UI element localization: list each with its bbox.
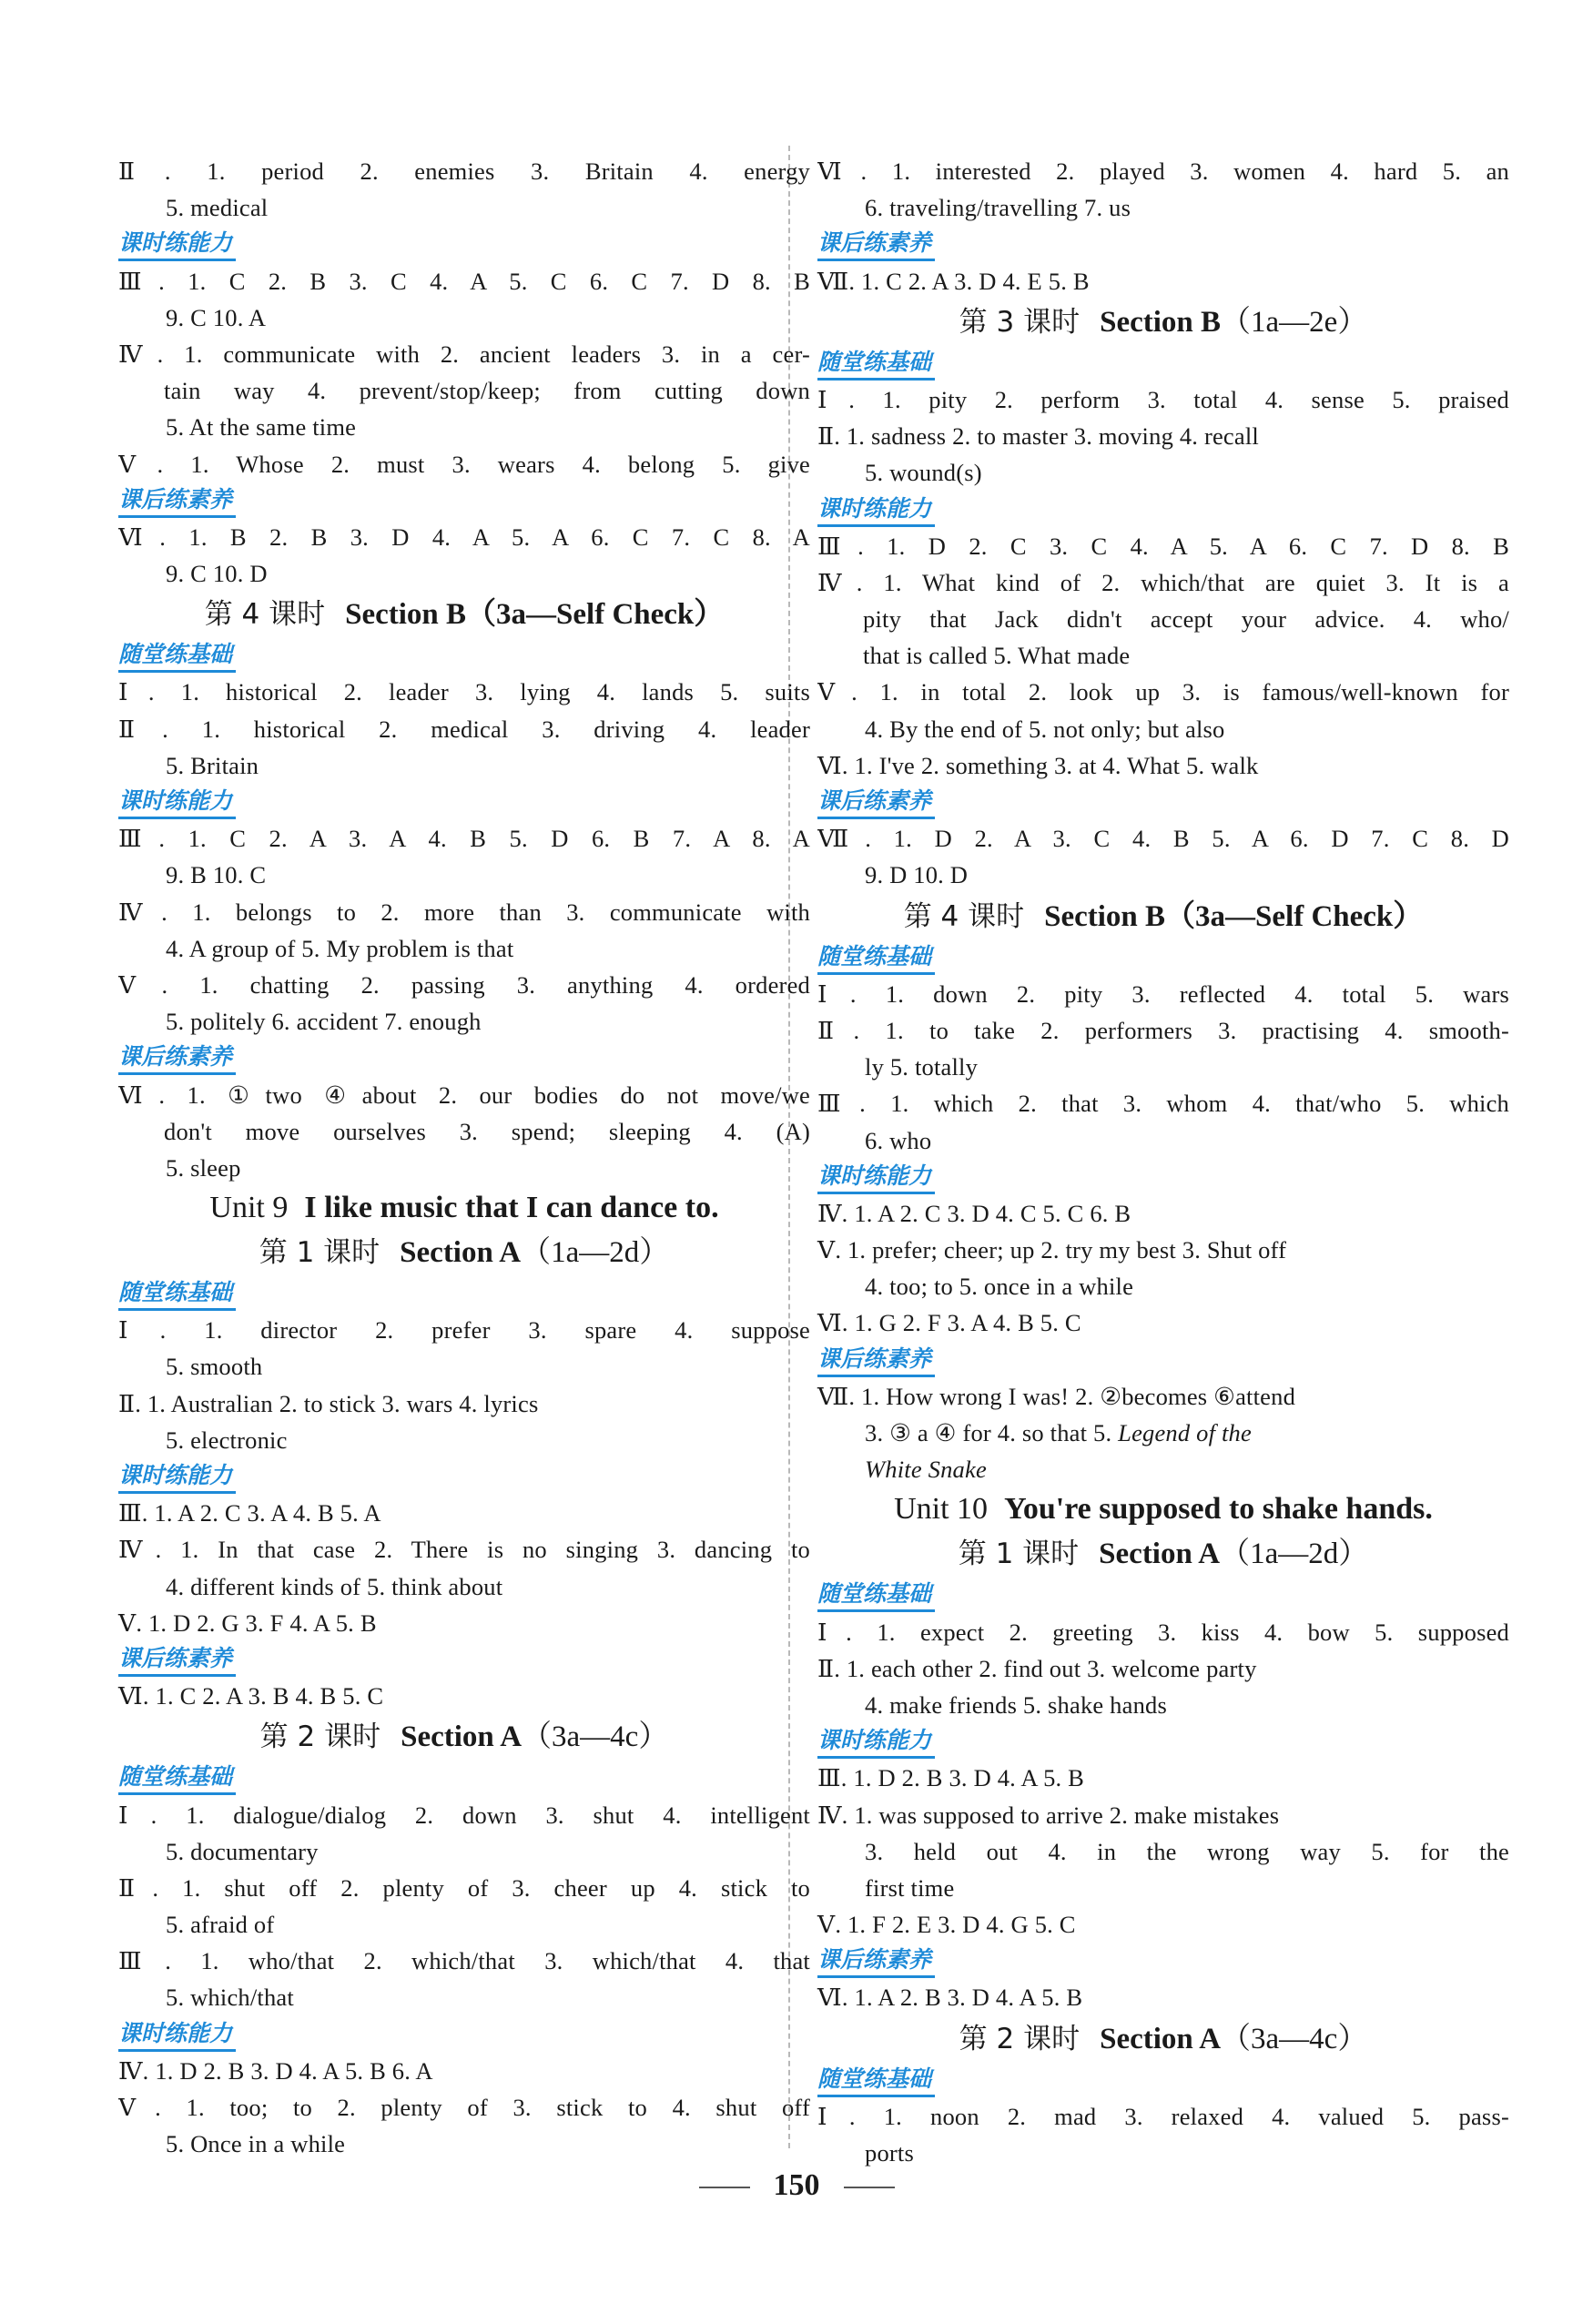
section-label-nengli: 课时练能力 xyxy=(817,1725,935,1759)
answer-line: Ⅲ. 1. A 2. C 3. A 4. B 5. A xyxy=(118,1499,381,1527)
section-label-suyang: 课后练素养 xyxy=(817,1944,935,1978)
answer-line: 6. traveling/travelling 7. us xyxy=(865,194,1131,222)
answer-line: Ⅲ. 1. C 2. B 3. C 4. A 5. C 6. C 7. D 8. B xyxy=(118,267,810,295)
answer-line: 4. too; to 5. once in a while xyxy=(865,1273,1134,1301)
answer-line xyxy=(817,1451,1509,1487)
answer-line: 9. D 10. D xyxy=(865,861,969,889)
answer-line: Ⅵ. 1. C 2. A 3. B 4. B 5. C xyxy=(118,1682,384,1710)
section-label-suyang: 课后练素养 xyxy=(817,1344,935,1377)
book-title: White Snake xyxy=(865,1456,987,1484)
answer-line: 3. held out 4. in the wrong way 5. for the xyxy=(865,1837,1509,1865)
answer-line: Ⅴ. 1. D 2. G 3. F 4. A 5. B xyxy=(118,1609,377,1637)
answer-line: Ⅰ. 1. noon 2. mad 3. relaxed 4. valued 5. pass- xyxy=(817,2102,1509,2130)
answer-line: Ⅳ. 1. In that case 2. There is no singing 3. dancing to xyxy=(118,1536,810,1564)
answer-line: 5. Britain xyxy=(166,751,259,779)
answer-line: 5. afraid of xyxy=(166,1911,275,1939)
answer-line: Ⅱ. 1. shut off 2. plenty of 3. cheer up 4. stick to xyxy=(118,1873,810,1902)
section-label-jichu: 随堂练基础 xyxy=(817,1578,935,1612)
book-title: Legend of the xyxy=(1118,1419,1252,1446)
page-number: 150 xyxy=(0,2168,1593,2203)
answer-line: 4. make friends 5. shake hands xyxy=(865,1690,1168,1719)
answer-line: Ⅲ. 1. C 2. A 3. A 4. B 5. D 6. B 7. A 8. A xyxy=(118,825,810,853)
answer-line: 4. different kinds of 5. think about xyxy=(166,1572,503,1600)
answer-line: Ⅳ. 1. What kind of 2. which/that are quiet 3. It is a xyxy=(817,568,1509,596)
answer-line: Ⅳ. 1. communicate with 2. ancient leaders 3. in a cer- xyxy=(118,340,810,368)
answer-line: ly 5. totally xyxy=(865,1053,979,1081)
answer-line: 5. At the same time xyxy=(166,413,357,441)
section-label-jichu: 随堂练基础 xyxy=(817,941,935,975)
answer-line: 3. ③ a ④ for 4. so that 5. Legend of the xyxy=(865,1419,1252,1446)
page-number-rule-left xyxy=(699,2187,750,2188)
unit-heading: Unit 10 You're supposed to shake hands. xyxy=(894,1492,1433,1527)
section-label-suyang: 课后练素养 xyxy=(817,228,935,261)
answer-line: that is called 5. What made xyxy=(863,642,1131,670)
section-label-nengli: 课时练能力 xyxy=(118,2018,236,2052)
section-label-jichu: 随堂练基础 xyxy=(118,639,236,673)
lesson-heading: 第 2 课时 Section A（3a—4c） xyxy=(959,2022,1368,2055)
answer-line: pity that Jack didn't accept your advice. 4. who/ xyxy=(863,605,1509,634)
answer-line: Ⅴ. 1. F 2. E 3. D 4. G 5. C xyxy=(817,1911,1076,1939)
answer-line: Ⅱ. 1. Australian 2. to stick 3. wars 4. lyrics xyxy=(118,1389,539,1417)
lesson-heading: 第 2 课时 Section A（3a—4c） xyxy=(259,1720,669,1754)
answer-line: Ⅱ. 1. each other 2. find out 3. welcome party xyxy=(817,1654,1257,1682)
answer-line: Ⅰ. 1. historical 2. leader 3. lying 4. lands 5. suits xyxy=(118,678,810,706)
answer-line: Ⅶ. 1. C 2. A 3. D 4. E 5. B xyxy=(817,267,1090,295)
left-column xyxy=(118,153,810,2162)
answer-line: first time xyxy=(865,1873,955,1902)
answer-line: Ⅳ. 1. was supposed to arrive 2. make mistakes xyxy=(817,1801,1280,1829)
answer-line: Ⅵ. 1. B 2. B 3. D 4. A 5. A 6. C 7. C 8. A xyxy=(118,523,810,551)
answer-line: Ⅶ. 1. D 2. A 3. C 4. B 5. A 6. D 7. C 8. D xyxy=(817,825,1509,853)
answer-line: 4. By the end of 5. not only; but also xyxy=(865,715,1225,743)
answer-line: Ⅴ. 1. too; to 2. plenty of 3. stick to 4. shut off xyxy=(118,2094,810,2121)
section-label-nengli: 课时练能力 xyxy=(118,228,236,261)
answer-line: Ⅰ. 1. pity 2. perform 3. total 4. sense 5. praised xyxy=(817,385,1509,413)
answer-line: Ⅲ. 1. which 2. that 3. whom 4. that/who 5. which xyxy=(817,1090,1509,1118)
answer-line: 5. which/that xyxy=(166,1984,294,2012)
answer-line: Ⅲ. 1. who/that 2. which/that 3. which/that 4. that xyxy=(118,1947,810,1975)
answer-line: Ⅰ. 1. director 2. prefer 3. spare 4. suppose xyxy=(118,1316,810,1345)
section-label-suyang: 课后练素养 xyxy=(118,1041,236,1075)
answer-line: Ⅰ. 1. dialogue/dialog 2. down 3. shut 4. intelligent xyxy=(118,1801,810,1829)
answer-line: 5. smooth xyxy=(166,1353,263,1381)
answer-line: Ⅶ. 1. How wrong I was! 2. ②becomes ⑥attend xyxy=(817,1382,1296,1410)
answer-line: Ⅲ. 1. D 2. B 3. D 4. A 5. B xyxy=(817,1764,1085,1792)
lesson-heading: 第 4 课时 Section B（3a—Self Check） xyxy=(903,899,1424,933)
section-label-jichu: 随堂练基础 xyxy=(118,1761,236,1795)
answer-line: 4. A group of 5. My problem is that xyxy=(166,934,514,962)
answer-line: Ⅴ. 1. in total 2. look up 3. is famous/well-known for xyxy=(817,678,1509,706)
answer-line: 5. documentary xyxy=(166,1837,319,1865)
section-label-jichu: 随堂练基础 xyxy=(817,347,935,381)
section-label-nengli: 课时练能力 xyxy=(118,786,236,819)
answer-line: don't move ourselves 3. spend; sleeping 4. (A) xyxy=(164,1117,810,1145)
answer-line: 5. politely 6. accident 7. enough xyxy=(166,1008,482,1036)
answer-line: 9. B 10. C xyxy=(166,861,267,889)
section-label-nengli: 课时练能力 xyxy=(817,1161,935,1194)
answer-line: Ⅵ. 1. G 2. F 3. A 4. B 5. C xyxy=(817,1309,1081,1337)
answer-line: tain way 4. prevent/stop/keep; from cutting down xyxy=(164,377,810,405)
right-column xyxy=(817,153,1509,2171)
unit-heading: Unit 9 I like music that I can dance to. xyxy=(209,1191,719,1225)
section-label-jichu: 随堂练基础 xyxy=(817,2064,935,2097)
section-label-suyang: 课后练素养 xyxy=(817,786,935,819)
answer-line: Ⅳ. 1. D 2. B 3. D 4. A 5. B 6. A xyxy=(118,2056,433,2085)
answer-line: 6. who xyxy=(865,1126,932,1154)
answer-line: Ⅲ. 1. D 2. C 3. C 4. A 5. A 6. C 7. D 8. B xyxy=(817,532,1509,560)
answer-line: 5. Once in a while xyxy=(166,2130,346,2158)
answer-line: Ⅱ. 1. to take 2. performers 3. practising 4. smooth- xyxy=(817,1016,1509,1044)
lesson-heading: 第 1 课时 Section A（1a—2d） xyxy=(958,1537,1369,1571)
answer-line: Ⅵ. 1. interested 2. played 3. women 4. hard 5. an xyxy=(817,157,1509,185)
answer-line: Ⅵ. 1. ①two ④about 2. our bodies do not move/we xyxy=(118,1081,810,1109)
answer-line: Ⅵ. 1. A 2. B 3. D 4. A 5. B xyxy=(817,1984,1083,2012)
answer-line: Ⅴ. 1. chatting 2. passing 3. anything 4. ordered xyxy=(118,970,810,999)
answer-line: 9. C 10. D xyxy=(166,560,268,588)
answer-line: Ⅳ. 1. A 2. C 3. D 4. C 5. C 6. B xyxy=(817,1199,1131,1227)
answer-line: 5. electronic xyxy=(166,1426,288,1454)
section-label-jichu: 随堂练基础 xyxy=(118,1277,236,1311)
answer-line: Ⅵ. 1. I've 2. something 3. at 4. What 5. walk xyxy=(817,751,1259,779)
answer-line: Ⅰ. 1. expect 2. greeting 3. kiss 4. bow 5. supposed xyxy=(817,1618,1509,1646)
section-label-suyang: 课后练素养 xyxy=(118,484,236,518)
answer-line: Ⅴ. 1. Whose 2. must 3. wears 4. belong 5. give xyxy=(118,450,810,478)
answer-line: 5. sleep xyxy=(166,1153,241,1182)
answer-line: Ⅴ. 1. prefer; cheer; up 2. try my best 3. Shut off xyxy=(817,1236,1287,1264)
section-label-nengli: 课时练能力 xyxy=(118,1460,236,1494)
answer-line: 5. medical xyxy=(166,194,269,222)
answer-line: ports xyxy=(865,2139,914,2167)
section-label-suyang: 课后练素养 xyxy=(118,1643,236,1677)
lesson-heading: 第 3 课时 Section B（1a—2e） xyxy=(959,305,1368,339)
section-label-nengli: 课时练能力 xyxy=(817,493,935,527)
answer-line: Ⅱ. 1. historical 2. medical 3. driving 4. leader xyxy=(118,715,810,743)
answer-line: Ⅰ. 1. down 2. pity 3. reflected 4. total 5. wars xyxy=(817,979,1509,1008)
answer-line: 5. wound(s) xyxy=(865,459,982,487)
page-number-rule-right xyxy=(844,2187,895,2188)
answer-line: Ⅱ. 1. period 2. enemies 3. Britain 4. energy xyxy=(118,157,810,185)
answer-line: 9. C 10. A xyxy=(166,303,267,331)
answer-line: Ⅳ. 1. belongs to 2. more than 3. communicate with xyxy=(118,898,810,926)
lesson-heading: 第 1 课时 Section A（1a—2d） xyxy=(259,1236,670,1270)
lesson-heading: 第 4 课时 Section B（3a—Self Check） xyxy=(204,598,725,632)
answer-line: Ⅱ. 1. sadness 2. to master 3. moving 4. recall xyxy=(817,422,1259,451)
